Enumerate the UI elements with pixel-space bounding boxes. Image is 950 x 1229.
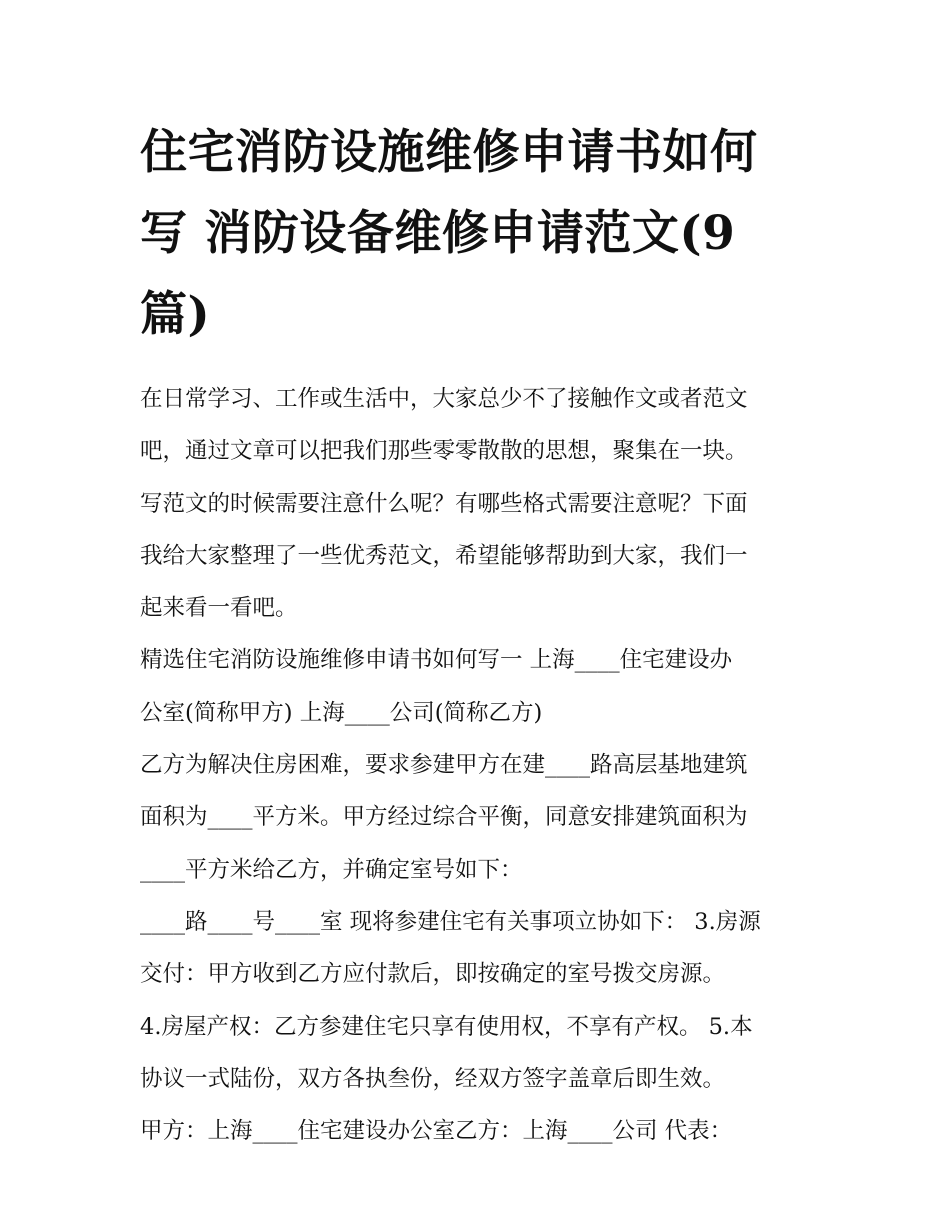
title-line: 写 消防设备维修申请范文(9 (140, 206, 736, 261)
agreement-line: 面积为____平方米。甲方经过综合平衡，同意安排建筑面积为 (140, 804, 748, 831)
agreement-line: 交付：甲方收到乙方应付款后，即按确定的室号拨交房源。 (140, 961, 726, 988)
document-title (140, 112, 820, 355)
agreement-line: 乙方为解决住房困难，要求参建甲方在建____路高层基地建筑 (140, 752, 748, 779)
agreement-line: 公室(简称甲方) 上海____公司(简称乙方) (140, 699, 543, 726)
document-page (140, 112, 820, 1157)
agreement-line: 4.房屋产权：乙方参建住宅只享有使用权，不享有产权。 5.本 (140, 1013, 753, 1040)
agreement-line: 协议一式陆份，双方各执叁份，经双方签字盖章后即生效。 (140, 1065, 726, 1092)
title-line: 住宅消防设施维修申请书如何 (140, 125, 758, 180)
intro-line: 吧，通过文章可以把我们那些零零散散的思想，聚集在一块。 (140, 438, 748, 465)
title-line: 篇) (140, 287, 211, 342)
agreement-line: ____路____号____室 现将参建住宅有关事项立协如下： 3.房源 (140, 908, 761, 935)
signature-line: 甲方：上海____住宅建设办公室乙方：上海____公司 代表： (140, 1118, 733, 1145)
intro-line: 写范文的时候需要注意什么呢？有哪些格式需要注意呢？下面 (140, 490, 748, 517)
intro-line: 我给大家整理了一些优秀范文，希望能够帮助到大家，我们一 (140, 542, 748, 569)
agreement-line: 精选住宅消防设施维修申请书如何写一 上海____住宅建设办 (140, 647, 733, 674)
agreement-line: ____平方米给乙方，并确定室号如下： (140, 856, 523, 883)
document-body (140, 373, 820, 1157)
intro-line: 起来看一看吧。 (140, 595, 298, 622)
intro-line: 在日常学习、工作或生活中，大家总少不了接触作文或者范文 (140, 386, 748, 412)
